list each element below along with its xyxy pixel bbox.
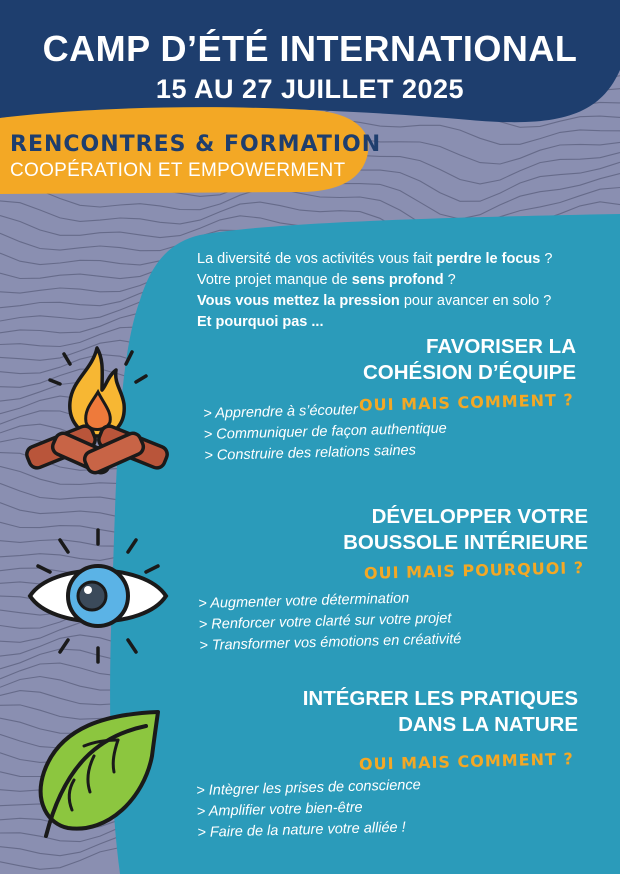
list-item: > Construire des relations saines (204, 442, 417, 464)
tagline-primary: RENCONTRES & FORMATION (10, 132, 382, 157)
section-title-cohesion: FAVORISER LA COHÉSION D’ÉQUIPE (362, 335, 576, 384)
list-item: > Intègrer les prises de conscience (196, 777, 421, 799)
section-list-cohesion (203, 398, 448, 467)
section-list-boussole (198, 587, 462, 657)
intro-line-2: Votre projet manque de sens profond ? (197, 272, 456, 288)
list-item: > Renforcer votre clarté sur votre projet (198, 610, 452, 633)
section-list-nature (196, 775, 422, 844)
campfire-icon (22, 340, 172, 490)
eye-icon (24, 522, 172, 670)
intro-line-3: Vous vous mettez la pression pour avancer en solo ? (197, 293, 552, 309)
leaf-icon (28, 706, 168, 846)
list-item: > Faire de la nature votre alliée ! (197, 819, 406, 841)
poster-dates: 15 AU 27 JUILLET 2025 (155, 74, 465, 104)
section-subtitle-boussole: OUI MAIS POURQUOI ? (363, 558, 585, 583)
intro-line-4: Et pourquoi pas ... (197, 314, 324, 330)
section-title-boussole: DÉVELOPPER VOTRE BOUSSOLE INTÉRIEURE (343, 505, 588, 554)
poster-title: CAMP D’ÉTÉ INTERNATIONAL (42, 28, 578, 69)
list-item: > Communiquer de façon authentique (203, 420, 447, 443)
list-item: > Transformer vos émotions en créativité (199, 631, 462, 654)
tagline-secondary: COOPÉRATION ET EMPOWERMENT (10, 160, 346, 181)
list-item: > Augmenter votre détermination (198, 590, 410, 612)
list-item: > Amplifier votre bien-être (196, 799, 363, 820)
section-subtitle-nature: OUI MAIS COMMENT ? (359, 749, 575, 774)
list-item: > Apprendre à s’écouter (203, 401, 359, 422)
section-subtitle-cohesion: OUI MAIS COMMENT ? (359, 390, 575, 415)
section-title-nature: INTÉGRER LES PRATIQUES DANS LA NATURE (302, 687, 578, 736)
intro-line-1: La diversité de vos activités vous fait perdre le focus ? (197, 251, 553, 267)
intro-text (197, 249, 597, 333)
